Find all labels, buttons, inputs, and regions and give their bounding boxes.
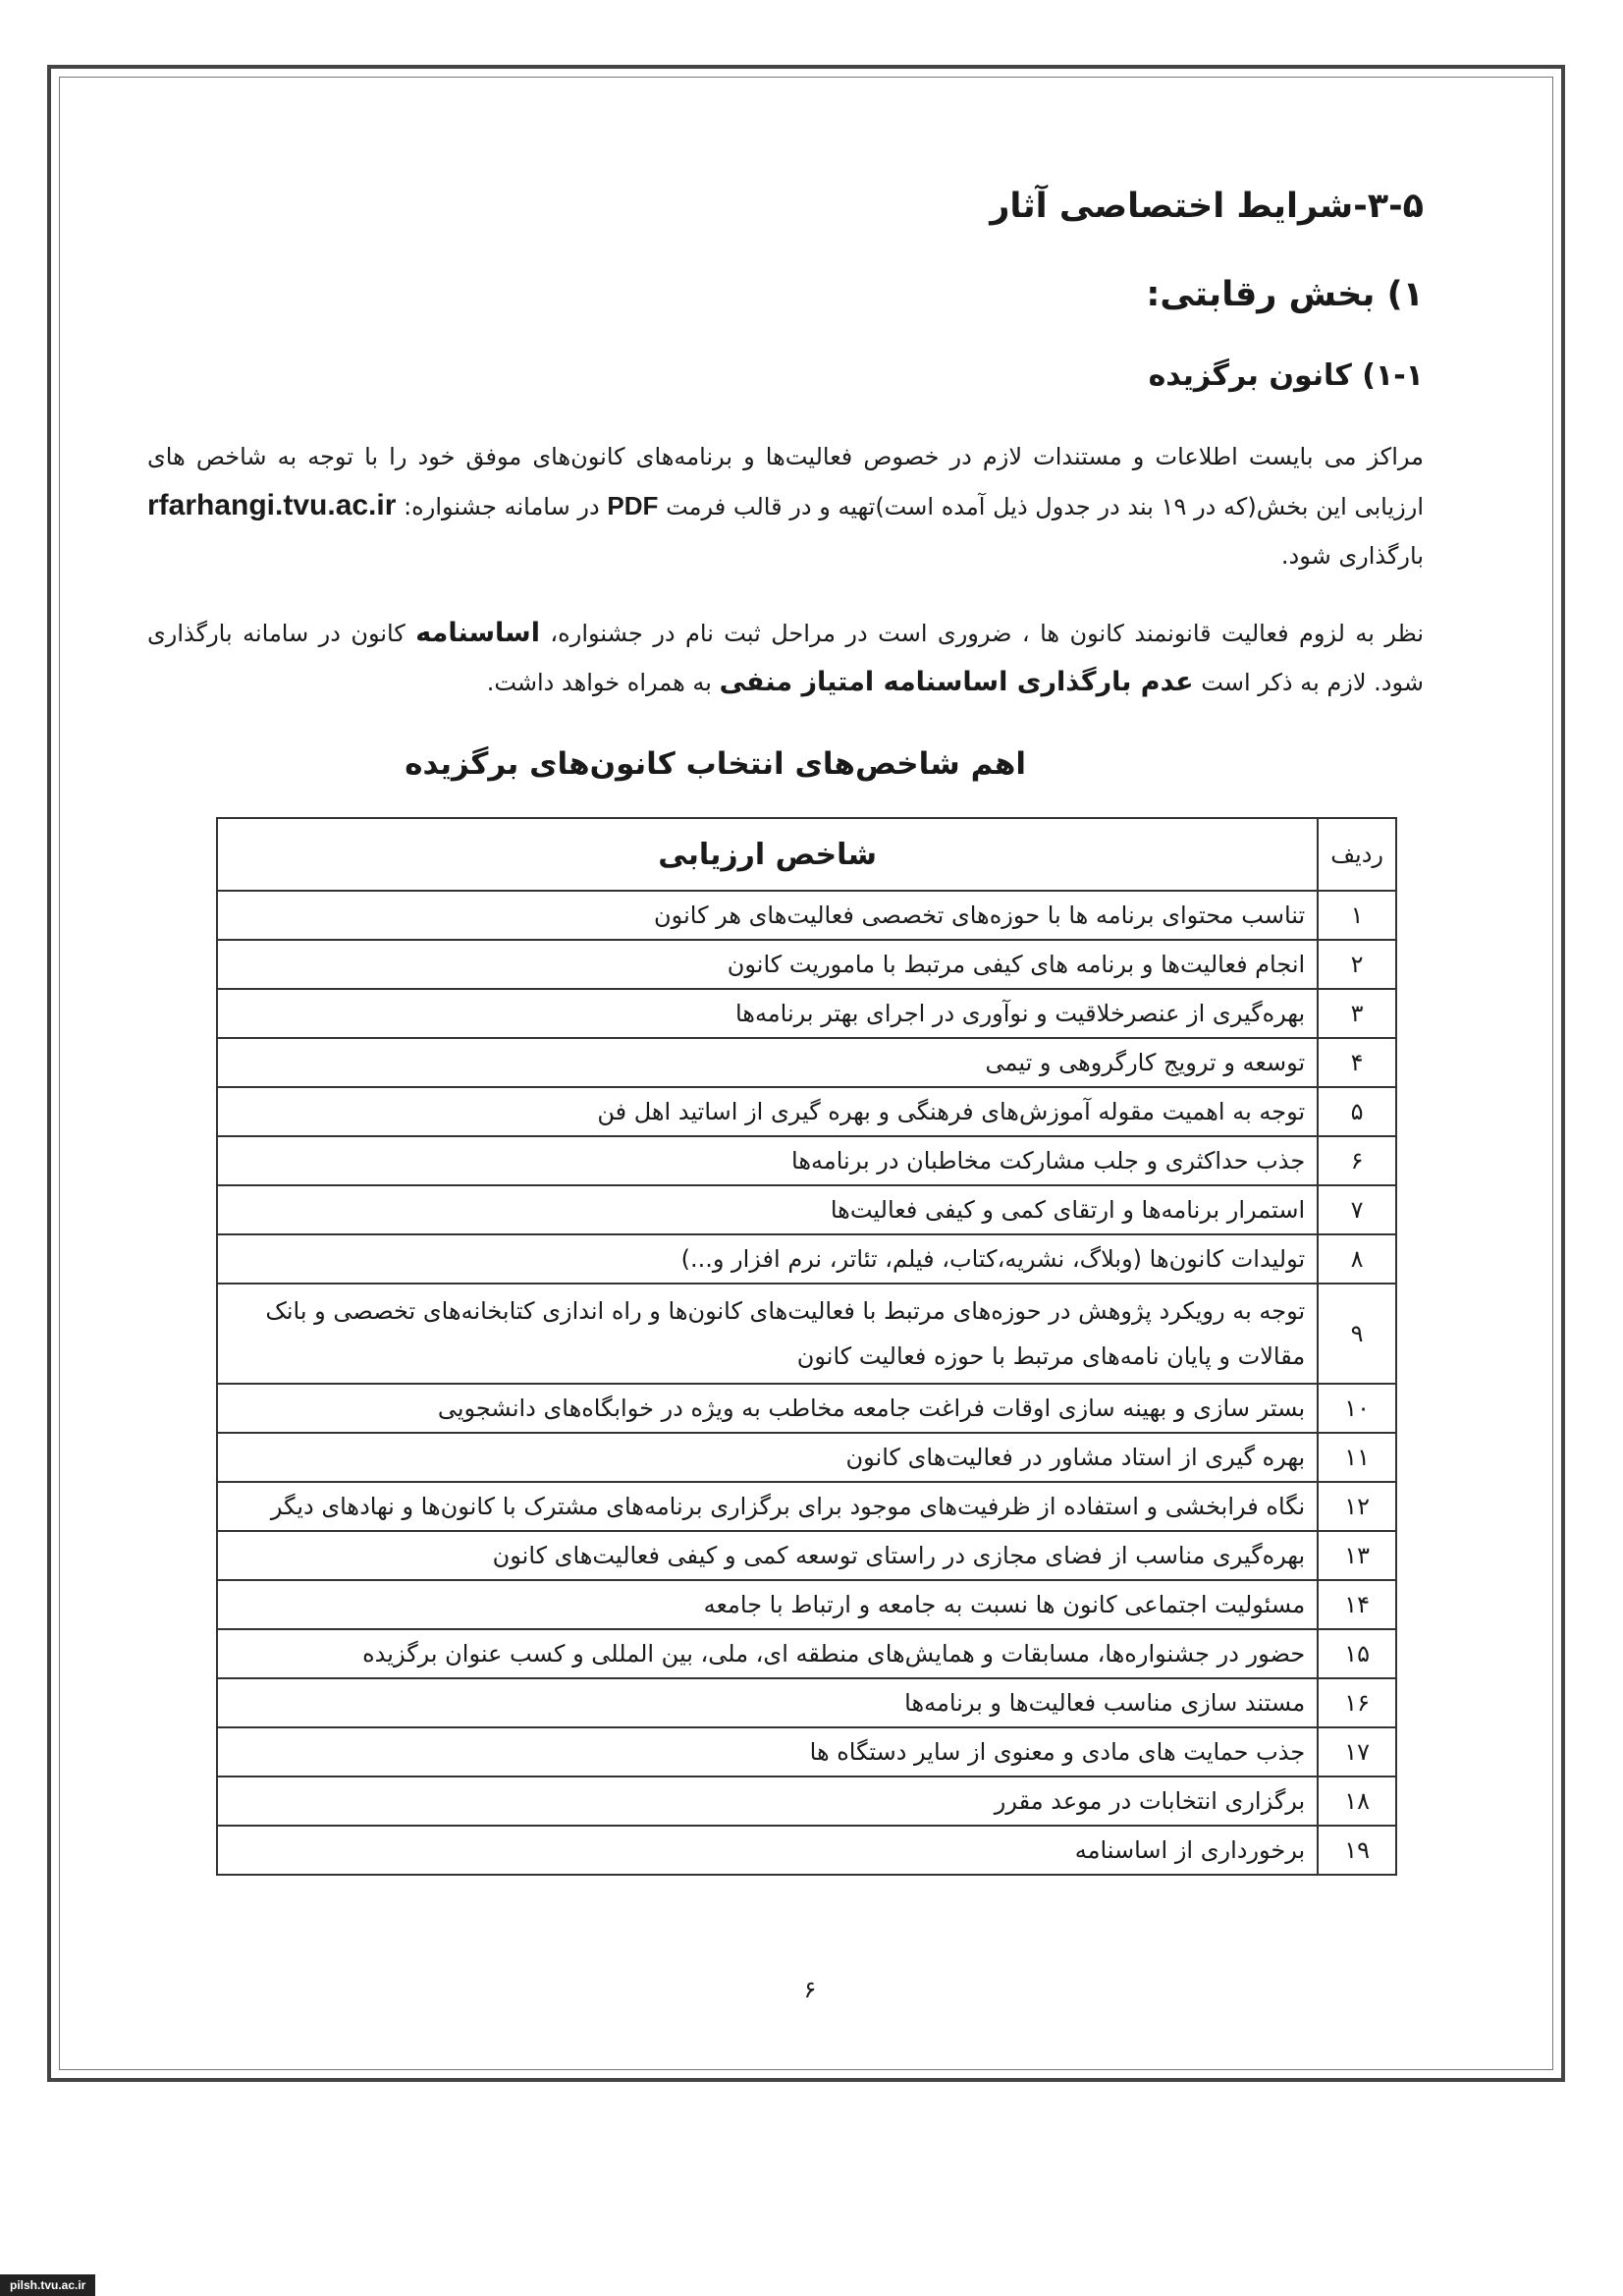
row-number: ۱۰ [1318,1384,1396,1433]
criterion-text: توجه به رویکرد پژوهش در حوزه‌های مرتبط با فعالیت‌های کانون‌ها و راه اندازی کتابخانه‌های تخصصی و بانک مقالات و پایان نامه‌های مرتبط با حوزه فعالیت کانون [217,1284,1318,1384]
row-number: ۷ [1318,1185,1396,1234]
criterion-text: برگزاری انتخابات در موعد مقرر [217,1777,1318,1826]
criterion-text: جذب حداکثری و جلب مشارکت مخاطبان در برنامه‌ها [217,1136,1318,1185]
criterion-text: بهره‌گیری از عنصرخلاقیت و نوآوری در اجرای بهتر برنامه‌ها [217,989,1318,1038]
row-number: ۱۲ [1318,1482,1396,1531]
criterion-text: نگاه فرابخشی و استفاده از ظرفیت‌های موجود برای برگزاری برنامه‌های مشترک با کانون‌ها و نهادهای دیگر [217,1482,1318,1531]
column-header-row-number: ردیف [1318,818,1396,891]
criterion-text: تولیدات کانون‌ها (وبلاگ، نشریه،کتاب، فیلم، تئاتر، نرم افزار و...) [217,1234,1318,1284]
criteria-table [216,817,1397,1876]
row-number: ۲ [1318,940,1396,989]
row-number: ۱۴ [1318,1580,1396,1629]
table-row [217,1185,1396,1234]
table-row [217,1826,1396,1875]
table-row [217,940,1396,989]
row-number: ۱۳ [1318,1531,1396,1580]
negative-score-emphasis: عدم بارگذاری اساسنامه امتیاز منفی [719,667,1194,697]
row-number: ۱۵ [1318,1629,1396,1678]
footer-badge: pilsh.tvu.ac.ir [0,2274,95,2296]
criterion-text: جذب حمایت های مادی و معنوی از سایر دستگاه ها [217,1727,1318,1777]
section-heading: ۳-۵-شرایط اختصاصی آثار [990,187,1424,226]
table-row [217,1038,1396,1087]
criteria-table-body [217,891,1396,1875]
table-row [217,891,1396,940]
pdf-format-label: PDF [607,491,659,520]
criterion-text: مستند سازی مناسب فعالیت‌ها و برنامه‌ها [217,1678,1318,1727]
table-row [217,1678,1396,1727]
table-row [217,1777,1396,1826]
criterion-text: بستر سازی و بهینه سازی اوقات فراغت جامعه مخاطب به ویژه در خوابگاه‌های دانشجویی [217,1384,1318,1433]
row-number: ۱۶ [1318,1678,1396,1727]
page-number: ۶ [803,1976,817,2003]
table-row [217,1531,1396,1580]
part-heading: ۱) بخش رقابتی: [1146,275,1424,314]
criterion-text: حضور در جشنواره‌ها، مسابقات و همایش‌های منطقه ای، ملی، بین المللی و کسب عنوان برگزیده [217,1629,1318,1678]
row-number: ۶ [1318,1136,1396,1185]
row-number: ۱ [1318,891,1396,940]
table-row [217,1482,1396,1531]
row-number: ۱۷ [1318,1727,1396,1777]
table-row [217,1136,1396,1185]
criterion-text: مسئولیت اجتماعی کانون ها نسبت به جامعه و ارتباط با جامعه [217,1580,1318,1629]
row-number: ۴ [1318,1038,1396,1087]
table-header-row [217,818,1396,891]
paragraph-instructions [147,432,1424,580]
paragraph-text: به همراه خواهد داشت. [486,669,712,696]
criterion-text: بهره گیری از استاد مشاور در فعالیت‌های کانون [217,1433,1318,1482]
row-number: ۱۹ [1318,1826,1396,1875]
row-number: ۹ [1318,1284,1396,1384]
paragraph-text: بارگذاری شود. [1280,542,1424,570]
criterion-text: توسعه و ترویج کارگروهی و تیمی [217,1038,1318,1087]
column-header-criterion: شاخص ارزیابی [217,818,1318,891]
paragraph-text: در سامانه جشنواره: [404,493,600,520]
table-row [217,1629,1396,1678]
paragraph-text: کانون در سامانه بارگذاری شود. لازم به ذکر است [147,620,1424,696]
row-number: ۵ [1318,1087,1396,1136]
row-number: ۳ [1318,989,1396,1038]
criterion-text: توجه به اهمیت مقوله آموزش‌های فرهنگی و بهره گیری از اساتید اهل فن [217,1087,1318,1136]
table-row [217,1284,1396,1384]
criterion-text: انجام فعالیت‌ها و برنامه های کیفی مرتبط با ماموریت کانون [217,940,1318,989]
table-title: اهم شاخص‌های انتخاب کانون‌های برگزیده [405,746,1026,782]
paragraph-statute [147,609,1424,707]
table-row [217,1087,1396,1136]
paragraph-text: مراکز می بایست اطلاعات و مستندات لازم در خصوص فعالیت‌ها و برنامه‌های کانون‌های موفق خود را با توجه به شاخص های ارزیابی این بخش(که در ۱۹ بند در جدول ذیل آمده است)تهیه و در قالب فرمت [147,443,1424,520]
criterion-text: استمرار برنامه‌ها و ارتقای کمی و کیفی فعالیت‌ها [217,1185,1318,1234]
table-row [217,1433,1396,1482]
criterion-text: تناسب محتوای برنامه ها با حوزه‌های تخصصی فعالیت‌های هر کانون [217,891,1318,940]
statute-emphasis: اساسنامه [415,618,540,648]
row-number: ۱۸ [1318,1777,1396,1826]
paragraph-text: نظر به لزوم فعالیت قانونمند کانون ها ، ضروری است در مراحل ثبت نام در جشنواره، [550,620,1424,647]
criterion-text: بهره‌گیری مناسب از فضای مجازی در راستای توسعه کمی و کیفی فعالیت‌های کانون [217,1531,1318,1580]
criterion-text: برخورداری از اساسنامه [217,1826,1318,1875]
subsection-heading: ۱-۱) کانون برگزیده [1148,358,1424,393]
table-row [217,989,1396,1038]
table-row [217,1384,1396,1433]
row-number: ۸ [1318,1234,1396,1284]
festival-url: rfarhangi.tvu.ac.ir [147,489,397,521]
row-number: ۱۱ [1318,1433,1396,1482]
table-row [217,1727,1396,1777]
table-row [217,1234,1396,1284]
table-row [217,1580,1396,1629]
